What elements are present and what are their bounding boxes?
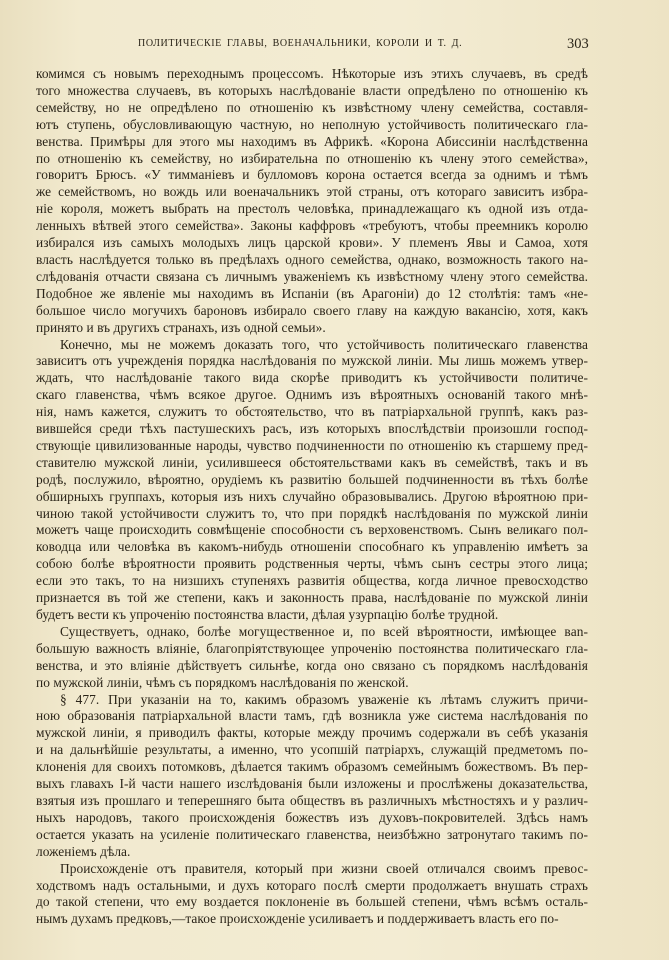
text-line: § 477. При указаніи на то, какимъ образомъ уваженіе къ лѣтамъ служитъ причи- — [60, 691, 588, 707]
text-line: остается указать на усиленіе политическаго главенства, неизбѣжно затронутаго такимъ по- — [36, 826, 588, 842]
text-line: семейству, но не опредѣлено по отношенію къ извѣстному члену семейства, составля- — [36, 99, 588, 115]
text-line: нымъ духамъ предковъ,—такое происхожденіе усиливаетъ и поддерживаетъ власть его по- — [36, 911, 559, 927]
text-line: большую важность вліяніе, благопріятствующее упроченію постоянства политическаго гла- — [36, 640, 588, 656]
text-line: комимся съ новымъ переходнымъ процессомъ. Нѣкоторые изъ этихъ случаевъ, въ средѣ — [36, 66, 588, 81]
text-line: ставителю мужской линіи, усилившееся обстоятельствами какъ въ семействѣ, такъ и въ — [36, 454, 588, 470]
text-line: ходствомъ надъ остальными, и духъ котораго послѣ смерти продолжаетъ внушать страхъ — [36, 877, 588, 893]
text-line: избирался изъ самыхъ молодыхъ лицъ царской крови». У племенъ Явы и Самоа, хотя — [36, 235, 588, 251]
text-line: ленныхъ вѣтвей этого семейства». Законы каффровъ «требуютъ, чтобы преемникъ королю — [36, 218, 588, 234]
text-line: будетъ вести къ упроченію постоянства власти, дѣлая узурпацію болѣе трудной. — [36, 607, 499, 622]
text-line: родѣ, послужило, вѣроятно, орудіемъ къ развитію большей подчиненности въ тѣхъ болѣе — [36, 471, 588, 487]
text-line: Конечно, мы не можемъ доказать того, что устойчивость политическаго главенства — [60, 336, 588, 352]
text-line: до такой степени, что ему воздается поклоненіе въ большей степени, чѣмъ всѣмъ осталь- — [36, 894, 588, 910]
text-line: ною образованія патріархальной власти тамъ, гдѣ возникла уже система наслѣдованія по — [36, 708, 588, 724]
text-line: же семействомъ, но вождь или военачальникъ этой страны, отъ котораго зависитъ избра- — [36, 184, 588, 200]
text-line: скаго главенства, чѣмъ всякое другое. Однимъ изъ вѣроятныхъ основаній такого мнѣ- — [36, 387, 588, 403]
page-header — [0, 36, 669, 56]
text-line: ствующіе цивилизованные народы, чувство подчиненности по отношенію къ старшему пред- — [36, 437, 588, 453]
text-line: нія, намъ кажется, служитъ то обстоятельство, что въ патріархальной группѣ, какъ раз- — [36, 404, 588, 420]
text-line: венства, и это вліяніе дѣйствуетъ сильнѣе, когда оно связано съ порядкомъ наслѣдованія — [36, 657, 588, 673]
text-line: говоритъ Брюсъ. «У тимманіевъ и булломовъ корона остается всегда за однимъ и тѣмъ — [36, 167, 588, 183]
text-line: зависитъ отъ учрежденія порядка наслѣдованія по мужской линіи. Мы лишь можемъ утвер- — [36, 353, 588, 369]
text-line: ютъ ступень, обусловливающую частную, но неполную устойчивость политическаго гла- — [36, 116, 588, 132]
text-line: если это такъ, то на низшихъ ступеняхъ развитія общества, когда личное превосходство — [36, 573, 588, 589]
text-line: Подобное же явленіе мы находимъ въ Испаніи (въ Арагоніи) до 12 столѣтія: тамъ «не- — [36, 285, 588, 301]
text-line: принято и въ другихъ странахъ, изъ одной семьи». — [36, 319, 326, 335]
text-line: венства. Примѣры для этого мы находимъ въ Африкѣ. «Корона Абиссиніи наслѣдственна — [36, 133, 588, 149]
paragraph — [36, 66, 588, 337]
text-line: собою болѣе вѣроятности проявить родственныя черты, чѣмъ сынъ сестры этого лица; — [36, 556, 588, 572]
text-line: обширныхъ группахъ, которыя изъ нихъ случайно образовывались. Другою вѣроятною при- — [36, 488, 588, 504]
text-line: ждать, что наслѣдованіе такого вида скорѣе приводитъ къ устойчивости политиче- — [36, 370, 588, 386]
page-number: 303 — [567, 36, 589, 52]
text-line: признается въ той же степени, какъ и законность права, наслѣдованіе по мужской линіи — [36, 590, 588, 606]
running-head: ПОЛИТИЧЕСКІЕ ГЛАВЫ, ВОЕНАЧАЛЬНИКИ, КОРОЛИ И Т. Д. — [138, 38, 463, 49]
text-line: по отношенію къ семейству, но избирательна по отношенію къ члену этого семейства», — [36, 150, 588, 166]
text-line: взятыя изъ прошлаго и теперешняго быта обществъ въ различныхъ мѣстностяхъ и у различ- — [36, 792, 588, 808]
text-line: большое число могучихъ бароновъ избирало своего главу на каждую вакансію, хотя, какъ — [36, 302, 588, 318]
text-line: вившейся среди тѣхъ пастушескихъ расъ, изъ которыхъ впослѣдствіи произошли господ- — [36, 421, 588, 437]
text-line: ныхъ народовъ, такого происхожденія божествъ изъ духовъ-покровителей. Здѣсь намъ — [36, 809, 588, 825]
text-line: ководца или человѣка въ какомъ-нибудь отношеніи способнаго къ управленію имѣетъ за — [36, 539, 588, 555]
text-line: Существуетъ, однако, болѣе могущественное и, по всей вѣроятности, имѣющее вan- — [60, 623, 588, 639]
paragraph — [36, 337, 588, 624]
paragraph — [36, 624, 588, 692]
text-line: ложеніемъ дѣла. — [36, 843, 131, 859]
text-line: можетъ чаще происходить совмѣщеніе способности съ верховенствомъ. Сынъ великаго пол- — [36, 522, 588, 538]
text-line: по мужской линіи, чѣмъ съ порядкомъ наслѣдованія по женской. — [36, 674, 409, 690]
text-line: ніе короля, можетъ выбрать на престолъ человѣка, принадлежащаго къ одной изъ отда- — [36, 201, 588, 217]
text-line: власть наслѣдуется только въ предѣлахъ одного семейства, однако, возможность такого на- — [36, 251, 588, 267]
text-line: слѣдованія отчасти связана съ личнымъ уваженіемъ къ извѣстному члену этого семейства. — [36, 268, 588, 284]
text-line: клоненія для своихъ потомковъ, дѣлается такимъ образомъ семейнымъ божествомъ. Въ пер- — [36, 759, 588, 775]
body-text — [36, 66, 588, 928]
text-line: мужской линіи, я приводилъ факты, которые между прочимъ содержали въ себѣ указанія — [36, 725, 588, 741]
text-line: Происхожденіе отъ правителя, который при жизни своей отличался своимъ превос- — [60, 860, 588, 876]
text-line: выхъ главахъ I-й части нашего изслѣдованія были изложены и прослѣжены доказательства, — [36, 776, 588, 792]
paragraph — [36, 692, 588, 861]
text-line: и на дальнѣйшіе результаты, а именно, что усопшій патріархъ, служащій предметомъ по- — [36, 742, 588, 758]
text-line: чиною такой устойчивости служитъ то, что при порядкѣ наслѣдованія по мужской линіи — [36, 505, 588, 521]
paragraph — [36, 861, 588, 929]
text-line: того множества случаевъ, въ которыхъ наслѣдованіе власти опредѣлено по отношенію къ — [36, 82, 588, 98]
